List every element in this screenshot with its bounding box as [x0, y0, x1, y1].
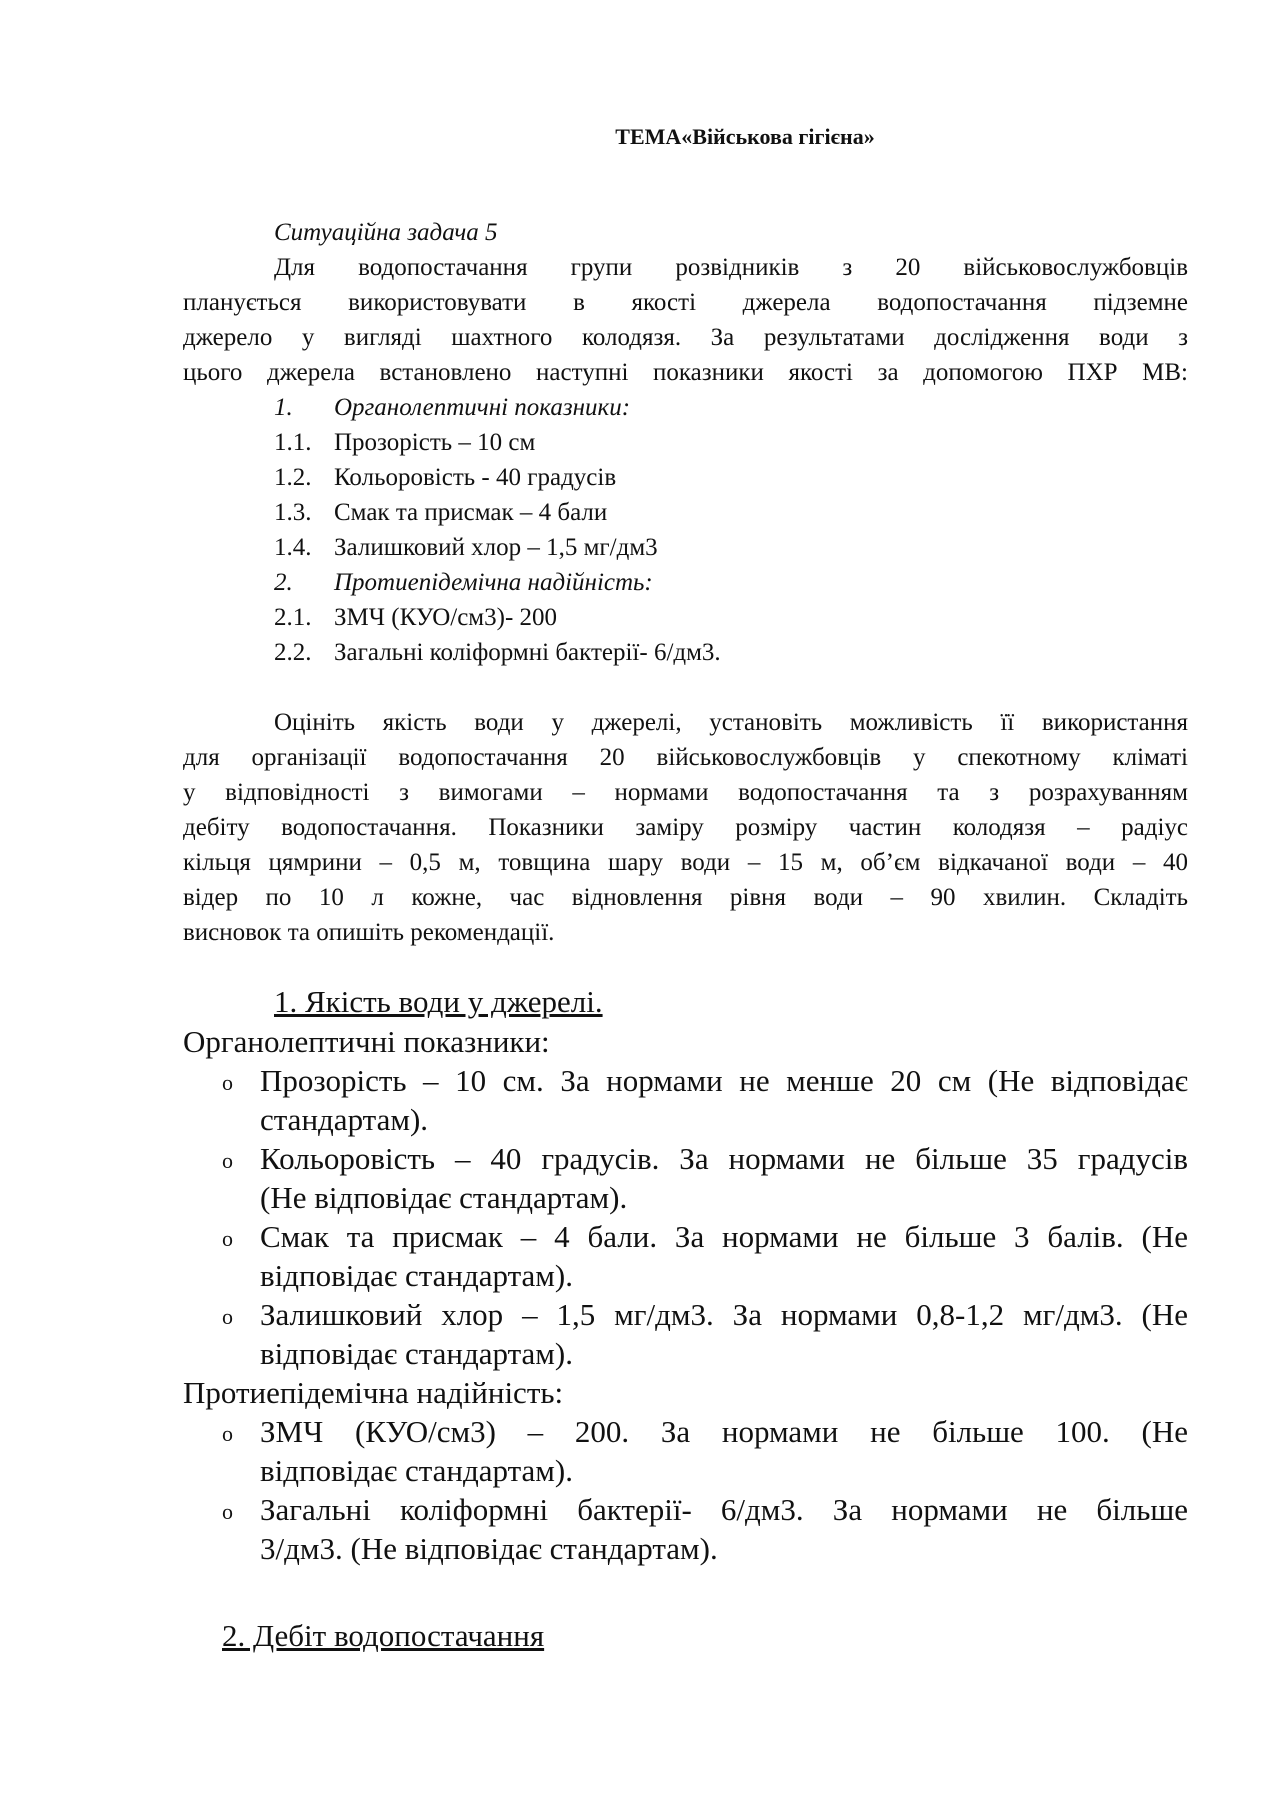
intro-line: планується використовувати в якості джерела водопостачання підземне: [183, 289, 1188, 316]
epidemic-label: Протиепідемічна надійність:: [183, 1375, 564, 1410]
list-item: [274, 636, 721, 671]
intro-line: Для водопостачання групи розвідників з 20 військовослужбовців: [274, 254, 1188, 281]
list-item: [274, 391, 630, 426]
bullet-icon: o: [222, 1070, 233, 1095]
list-item: [274, 601, 557, 636]
bullet-icon: o: [222, 1499, 233, 1524]
list-item: [274, 566, 653, 601]
organoleptic-label: Органолептичні показники:: [183, 1024, 550, 1059]
question-line: висновок та опишіть рекомендації.: [183, 919, 555, 946]
intro-line: джерело у вигляді шахтного колодязя. За результатами дослідження води з: [183, 324, 1188, 351]
bullet-icon: o: [222, 1148, 233, 1173]
bullet-line: стандартам).: [260, 1102, 429, 1137]
list-text: Прозорість – 10 см: [334, 429, 536, 456]
list-item: [274, 461, 616, 496]
bullet-line: Кольоровість – 40 градусів. За нормами не більше 35 градусів: [260, 1141, 1188, 1176]
list-number: 2.: [274, 569, 293, 596]
question-line: дебіту водопостачання. Показники заміру розміру частин колодязя – радіус: [183, 814, 1188, 841]
list-text: Кольоровість - 40 градусів: [334, 464, 617, 491]
section-heading-quality: 1. Якість води у джерелі.: [274, 984, 603, 1019]
question-line: Оцініть якість води у джерелі, установіть можливість її використання: [274, 709, 1188, 736]
list-number: 1.4.: [274, 534, 312, 561]
list-text: Загальні коліформні бактерії- 6/дм3.: [334, 639, 721, 666]
list-number: 1.2.: [274, 464, 312, 491]
bullet-line: Смак та присмак – 4 бали. За нормами не більше 3 балів. (Не: [260, 1219, 1188, 1254]
bullet-line: Залишковий хлор – 1,5 мг/дм3. За нормами 0,8-1,2 мг/дм3. (Не: [260, 1297, 1188, 1332]
bullet-line: відповідає стандартам).: [260, 1258, 573, 1293]
list-text: ЗМЧ (КУО/см3)- 200: [334, 604, 558, 631]
list-number: 1.1.: [274, 429, 312, 456]
question-line: відер по 10 л кожне, час відновлення рівня води – 90 хвилин. Складіть: [183, 884, 1188, 911]
bullet-icon: o: [222, 1421, 233, 1446]
list-number: 1.: [274, 394, 293, 421]
bullet-line: Прозорість – 10 см. За нормами не менше 20 см (Не відповідає: [260, 1063, 1188, 1098]
list-number: 2.2.: [274, 639, 312, 666]
list-number: 1.3.: [274, 499, 312, 526]
question-line: у відповідності з вимогами – нормами водопостачання та з розрахуванням: [183, 779, 1188, 806]
bullet-line: відповідає стандартам).: [260, 1336, 573, 1371]
bullet-icon: o: [222, 1226, 233, 1251]
list-text: Смак та присмак – 4 бали: [334, 499, 608, 526]
bullet-line: 3/дм3. (Не відповідає стандартам).: [260, 1531, 718, 1566]
bullet-line: (Не відповідає стандартам).: [260, 1180, 628, 1215]
bullet-line: Загальні коліформні бактерії- 6/дм3. За нормами не більше: [260, 1492, 1188, 1527]
question-line: кільця цямрини – 0,5 м, товщина шару води – 15 м, об’єм відкачаної води – 40: [183, 849, 1188, 876]
task-heading: Ситуаційна задача 5: [274, 219, 498, 246]
list-text: Органолептичні показники:: [334, 394, 631, 421]
list-item: [274, 496, 607, 531]
list-text: Залишковий хлор – 1,5 мг/дм3: [334, 534, 658, 561]
list-number: 2.1.: [274, 604, 312, 631]
bullet-icon: o: [222, 1304, 233, 1329]
bullet-line: ЗМЧ (КУО/см3) – 200. За нормами не більше 100. (Не: [260, 1414, 1188, 1449]
list-text: Протиепідемічна надійність:: [334, 569, 653, 596]
intro-line: цього джерела встановлено наступні показники якості за допомогою ПХР МВ:: [183, 359, 1188, 386]
list-item: [274, 531, 658, 566]
question-line: для організації водопостачання 20 військовослужбовців у спекотному кліматі: [183, 744, 1188, 771]
list-item: [274, 426, 535, 461]
bullet-line: відповідає стандартам).: [260, 1453, 573, 1488]
section-heading-debit: 2. Дебіт водопостачання: [222, 1618, 545, 1653]
doc-title: ТЕМА«Військова гігієна»: [615, 124, 875, 149]
